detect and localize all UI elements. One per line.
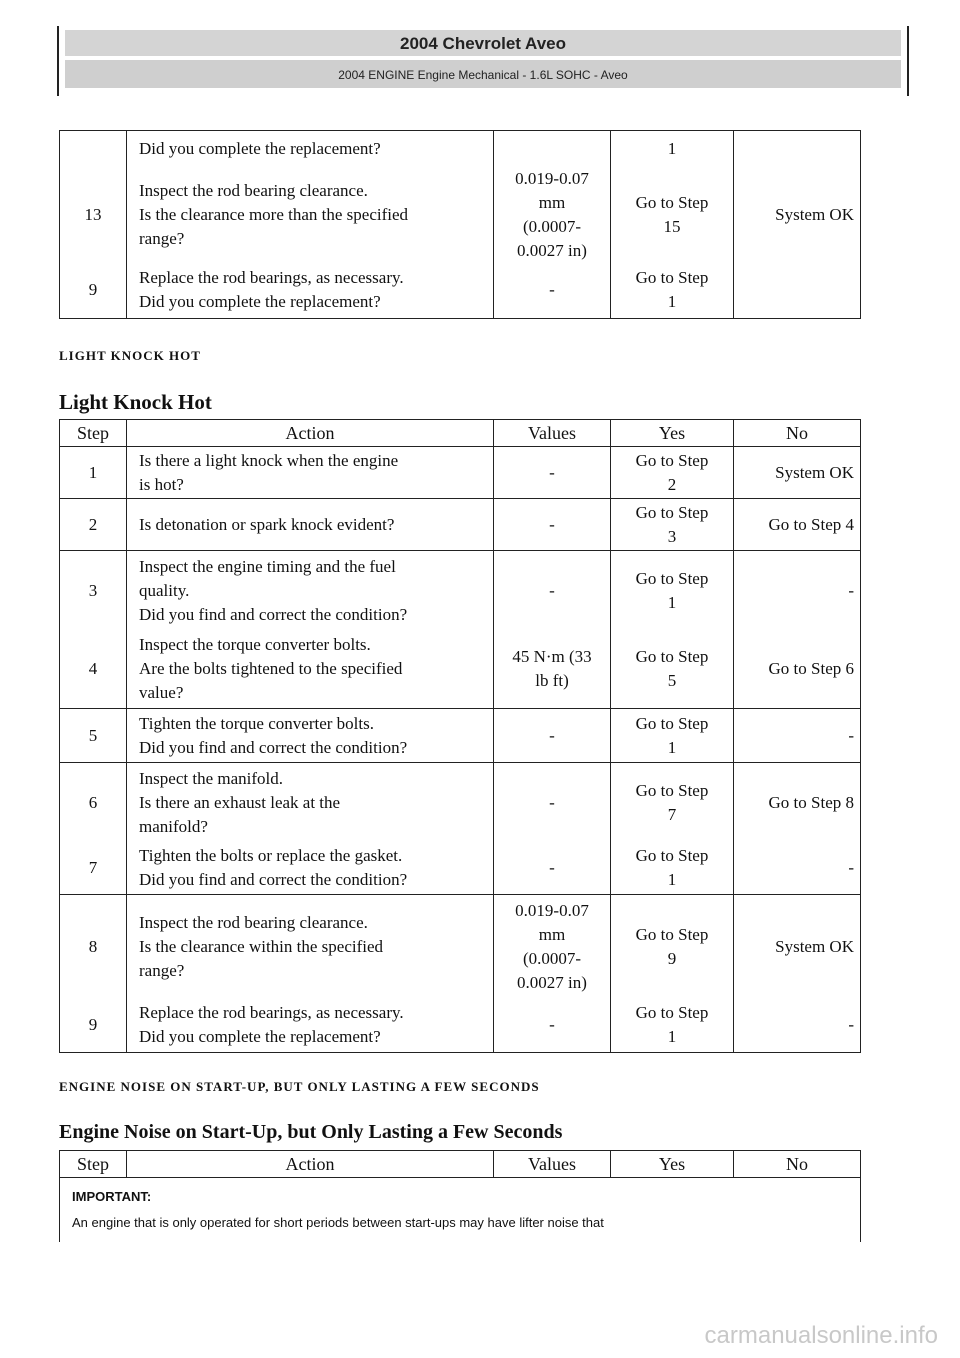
- values-cell: 0.019-0.07 mm (0.0007- 0.0027 in): [494, 895, 611, 999]
- header-step: Step: [60, 420, 127, 447]
- table-row: [60, 263, 861, 319]
- no-cell: -: [734, 709, 861, 763]
- header-yes: Yes: [611, 1151, 734, 1178]
- table-row: [60, 131, 861, 167]
- watermark: carmanualsonline.info: [704, 1322, 938, 1349]
- action-cell: Inspect the engine timing and the fuel quality. Did you find and correct the condition?: [127, 551, 494, 631]
- values-cell: -: [494, 447, 611, 499]
- yes-cell: Go to Step 9: [611, 895, 734, 999]
- values-cell: -: [494, 709, 611, 763]
- table-header-row: [60, 1151, 861, 1178]
- section-title: Engine Noise on Start-Up, but Only Lasting a Few Seconds: [59, 1121, 563, 1143]
- no-cell: Go to Step 6: [734, 631, 861, 709]
- table-row: [60, 895, 861, 999]
- yes-cell: 1: [611, 131, 734, 167]
- section-caps-heading: ENGINE NOISE ON START-UP, BUT ONLY LASTING A FEW SECONDS: [59, 1079, 540, 1094]
- action-cell: Tighten the bolts or replace the gasket. Did you find and correct the condition?: [127, 843, 494, 895]
- values-cell: -: [494, 263, 611, 319]
- no-cell: [734, 263, 861, 319]
- header-values: Values: [494, 1151, 611, 1178]
- action-cell: Is detonation or spark knock evident?: [127, 499, 494, 551]
- engine-noise-table: [59, 1150, 861, 1242]
- values-cell: -: [494, 551, 611, 631]
- step-cell: 4: [60, 631, 127, 709]
- yes-cell: Go to Step 2: [611, 447, 734, 499]
- header-no: No: [734, 420, 861, 447]
- no-cell: [734, 131, 861, 167]
- yes-cell: Go to Step 1: [611, 999, 734, 1053]
- step-cell: 9: [60, 263, 127, 319]
- values-cell: 0.019-0.07 mm (0.0007- 0.0027 in): [494, 167, 611, 263]
- table-row: [60, 631, 861, 709]
- header-no: No: [734, 1151, 861, 1178]
- yes-cell: Go to Step 1: [611, 843, 734, 895]
- no-cell: System OK: [734, 895, 861, 999]
- action-cell: Inspect the manifold. Is there an exhaust leak at the manifold?: [127, 763, 494, 843]
- header-action: Action: [127, 1151, 494, 1178]
- table-row: [60, 763, 861, 843]
- document-title: 2004 Chevrolet Aveo: [65, 30, 901, 56]
- section-caps-heading: LIGHT KNOCK HOT: [59, 348, 201, 363]
- important-note: [60, 1178, 861, 1243]
- action-cell: Did you complete the replacement?: [127, 131, 494, 167]
- values-cell: -: [494, 999, 611, 1053]
- step-cell: [60, 131, 127, 167]
- values-cell: -: [494, 763, 611, 843]
- table-row: [60, 709, 861, 763]
- light-knock-hot-table: [59, 419, 861, 1053]
- table-row: [60, 447, 861, 499]
- no-cell: Go to Step 4: [734, 499, 861, 551]
- no-cell: -: [734, 843, 861, 895]
- no-cell: -: [734, 551, 861, 631]
- yes-cell: Go to Step 15: [611, 167, 734, 263]
- action-cell: Replace the rod bearings, as necessary. Did you complete the replacement?: [127, 999, 494, 1053]
- yes-cell: Go to Step 3: [611, 499, 734, 551]
- values-cell: -: [494, 499, 611, 551]
- header-values: Values: [494, 420, 611, 447]
- table-row: [60, 843, 861, 895]
- no-cell: -: [734, 999, 861, 1053]
- step-cell: 5: [60, 709, 127, 763]
- values-cell: [494, 131, 611, 167]
- action-cell: Replace the rod bearings, as necessary. Did you complete the replacement?: [127, 263, 494, 319]
- continued-diagnostic-table: [59, 130, 861, 319]
- step-cell: 6: [60, 763, 127, 843]
- document-header: [57, 26, 909, 96]
- action-cell: Inspect the rod bearing clearance. Is the clearance within the specified range?: [127, 895, 494, 999]
- no-cell: System OK: [734, 447, 861, 499]
- step-cell: 1: [60, 447, 127, 499]
- important-note-row: [60, 1178, 861, 1243]
- step-cell: 13: [60, 167, 127, 263]
- important-label: IMPORTANT:: [72, 1189, 152, 1204]
- action-cell: Inspect the rod bearing clearance. Is the clearance more than the specified range?: [127, 167, 494, 263]
- table-row: [60, 999, 861, 1053]
- no-cell: System OK: [734, 167, 861, 263]
- values-cell: -: [494, 843, 611, 895]
- yes-cell: Go to Step 1: [611, 263, 734, 319]
- header-yes: Yes: [611, 420, 734, 447]
- values-cell: 45 N·m (33 lb ft): [494, 631, 611, 709]
- table-row: [60, 551, 861, 631]
- step-cell: 9: [60, 999, 127, 1053]
- step-cell: 3: [60, 551, 127, 631]
- step-cell: 2: [60, 499, 127, 551]
- yes-cell: Go to Step 1: [611, 551, 734, 631]
- no-cell: Go to Step 8: [734, 763, 861, 843]
- important-text: An engine that is only operated for short periods between start-ups may have lifter noise that: [72, 1215, 604, 1230]
- step-cell: 7: [60, 843, 127, 895]
- action-cell: Is there a light knock when the engine is hot?: [127, 447, 494, 499]
- table-row: [60, 499, 861, 551]
- table-row: [60, 167, 861, 263]
- action-cell: Tighten the torque converter bolts. Did you find and correct the condition?: [127, 709, 494, 763]
- header-step: Step: [60, 1151, 127, 1178]
- action-cell: Inspect the torque converter bolts. Are the bolts tightened to the specified value?: [127, 631, 494, 709]
- step-cell: 8: [60, 895, 127, 999]
- yes-cell: Go to Step 1: [611, 709, 734, 763]
- section-title: Light Knock Hot: [59, 390, 212, 414]
- document-subtitle: 2004 ENGINE Engine Mechanical - 1.6L SOHC - Aveo: [65, 60, 901, 88]
- yes-cell: Go to Step 7: [611, 763, 734, 843]
- header-action: Action: [127, 420, 494, 447]
- table-header-row: [60, 420, 861, 447]
- yes-cell: Go to Step 5: [611, 631, 734, 709]
